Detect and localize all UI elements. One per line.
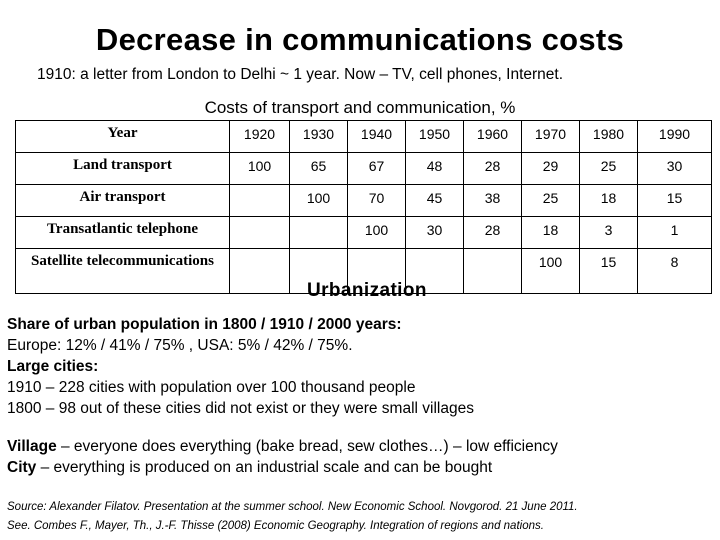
table-header-cell: 1990 (638, 121, 712, 153)
table-header-cell: 1970 (522, 121, 580, 153)
village-text: – everyone does everything (bake bread, sew clothes…) – low efficiency (56, 438, 558, 455)
table-cell: 67 (348, 153, 406, 185)
table-header-cell: 1920 (230, 121, 290, 153)
source-line-2: See. Combes F., Mayer, Th., J.-F. Thisse (2008) Economic Geography. Integration of regions and nations. (7, 520, 544, 532)
source-line-1: Source: Alexander Filatov. Presentation at the summer school. New Economic School. Novgorod. 21 June 2011. (7, 501, 578, 513)
table-header-cell: 1950 (406, 121, 464, 153)
table-cell: 30 (406, 217, 464, 249)
cities-1800-line: 1800 – 98 out of these cities did not exist or they were small villages (7, 400, 474, 417)
table-cell: 15 (580, 249, 638, 294)
table-cell: 18 (580, 185, 638, 217)
table-cell (230, 249, 290, 294)
table-cell: 45 (406, 185, 464, 217)
table-cell: 48 (406, 153, 464, 185)
table-cell: 8 (638, 249, 712, 294)
slide-title: Decrease in communications costs (95, 22, 625, 57)
table-cell: 28 (464, 217, 522, 249)
costs-table-body (16, 121, 712, 294)
costs-table (15, 120, 712, 294)
table-cell: 70 (348, 185, 406, 217)
table-header-cell: 1980 (580, 121, 638, 153)
urban-share-values: Europe: 12% / 41% / 75% , USA: 5% / 42% / 75%. (7, 337, 353, 354)
city-text: – everything is produced on an industrial scale and can be bought (36, 459, 493, 476)
table-header-cell: 1960 (464, 121, 522, 153)
table-row (16, 153, 712, 185)
table-cell: 15 (638, 185, 712, 217)
city-line (7, 457, 713, 478)
village-term: Village (7, 438, 57, 455)
table-header-cell: 1930 (290, 121, 348, 153)
table-cell: 25 (522, 185, 580, 217)
cities-1910-line: 1910 – 228 cities with population over 100 thousand people (7, 379, 416, 396)
table-cell: 28 (464, 153, 522, 185)
urbanization-heading: Urbanization (307, 280, 427, 301)
urban-share-heading: Share of urban population in 1800 / 1910 / 2000 years: (7, 316, 402, 333)
row-label: Air transport (16, 185, 230, 217)
slide-subtitle: 1910: a letter from London to Delhi ~ 1 year. Now – TV, cell phones, Internet. (37, 66, 564, 83)
paragraph-gap (7, 419, 713, 436)
table-cell (230, 217, 290, 249)
table-header-cell: Year (16, 121, 230, 153)
table-caption: Costs of transport and communication, % (204, 98, 516, 117)
table-cell: 18 (522, 217, 580, 249)
table-cell: 65 (290, 153, 348, 185)
city-term: City (7, 459, 37, 476)
table-cell: 100 (348, 217, 406, 249)
source-note (7, 498, 717, 536)
table-row (16, 217, 712, 249)
table-header-row (16, 121, 712, 153)
urbanization-body (7, 314, 713, 478)
table-cell: 25 (580, 153, 638, 185)
table-cell (464, 249, 522, 294)
table-cell: 29 (522, 153, 580, 185)
table-cell: 38 (464, 185, 522, 217)
table-cell: 30 (638, 153, 712, 185)
table-cell: 100 (522, 249, 580, 294)
table-cell: 100 (230, 153, 290, 185)
large-cities-heading: Large cities: (7, 358, 99, 375)
table-cell: 1 (638, 217, 712, 249)
table-cell: 100 (290, 185, 348, 217)
row-label: Satellite telecommunications (16, 249, 230, 294)
row-label: Land transport (16, 153, 230, 185)
village-line (7, 436, 713, 457)
table-cell (230, 185, 290, 217)
table-row (16, 185, 712, 217)
table-header-cell: 1940 (348, 121, 406, 153)
row-label: Transatlantic telephone (16, 217, 230, 249)
table-cell (290, 217, 348, 249)
table-cell: 3 (580, 217, 638, 249)
